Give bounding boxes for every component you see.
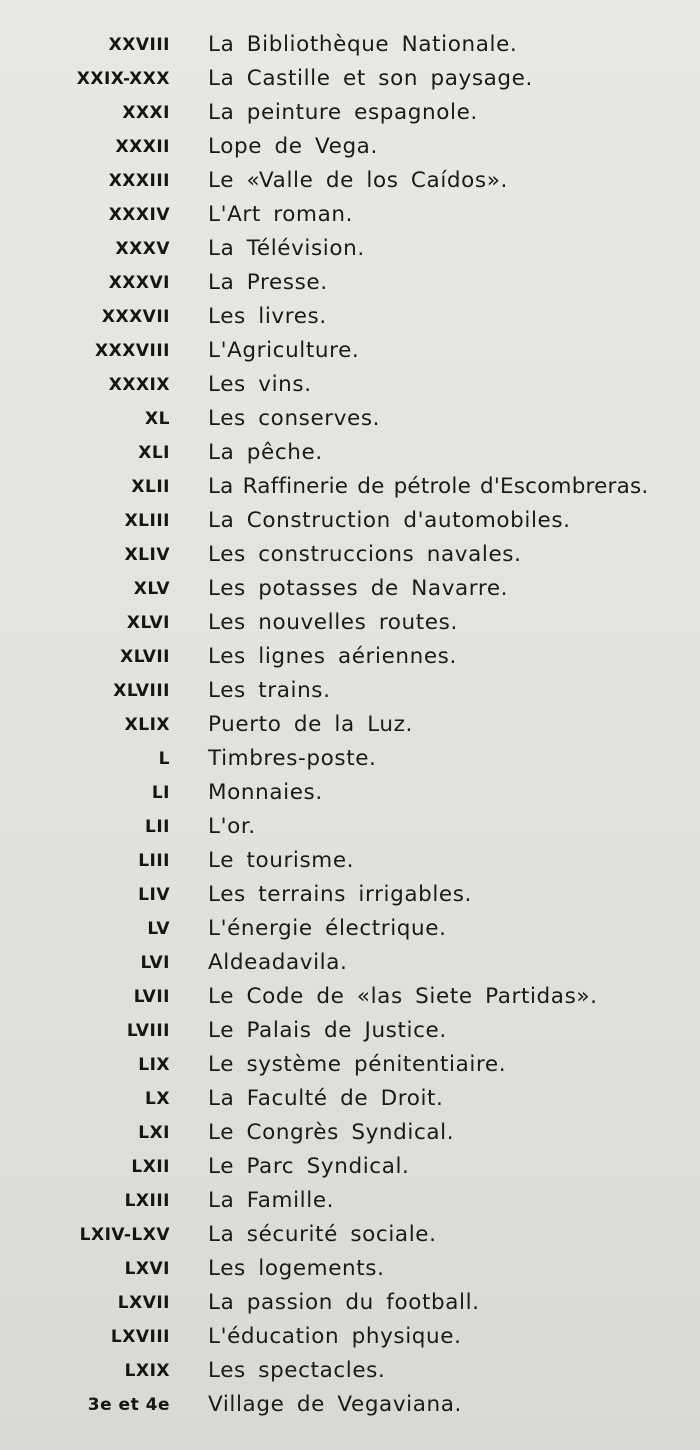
entry-number: XXXVII: [101, 307, 170, 327]
entry-title: Les logements.: [208, 1256, 385, 1281]
entry-title: L'or.: [208, 814, 256, 839]
entry-number: LXI: [138, 1123, 170, 1143]
list-item: [0, 708, 700, 742]
entry-title: La sécurité sociale.: [208, 1222, 437, 1247]
entry-title: Village de Vegaviana.: [208, 1392, 462, 1417]
list-item: [0, 1320, 700, 1354]
list-item: [0, 538, 700, 572]
entry-number: XLIV: [124, 545, 170, 565]
entry-number: XXXV: [115, 239, 170, 259]
list-item: [0, 164, 700, 198]
list-item: [0, 776, 700, 810]
list-item: [0, 1252, 700, 1286]
entry-title: Les livres.: [208, 304, 327, 329]
list-item: [0, 1286, 700, 1320]
entry-number: LXVIII: [110, 1327, 170, 1347]
entry-number: XLV: [133, 579, 170, 599]
entry-title: L'Art roman.: [208, 202, 354, 227]
list-item: [0, 436, 700, 470]
entry-number: XLIX: [124, 715, 170, 735]
entry-title: La Télévision.: [208, 236, 365, 261]
list-item: [0, 1150, 700, 1184]
entry-title: Les conserves.: [208, 406, 381, 431]
list-item: [0, 1082, 700, 1116]
entry-title: L'énergie électrique.: [208, 916, 447, 941]
list-item: [0, 1048, 700, 1082]
entry-title: La Presse.: [208, 270, 328, 295]
entry-title: Le «Valle de los Caídos».: [208, 168, 508, 193]
entry-number: XLVII: [120, 647, 170, 667]
list-item: [0, 1218, 700, 1252]
entry-number: LXIV-LXV: [79, 1225, 170, 1245]
entry-number: XLVI: [126, 613, 170, 633]
entry-title: La Bibliothèque Nationale.: [208, 32, 518, 57]
entry-number: LI: [151, 783, 170, 803]
entry-title: La Raffinerie de pétrole d'Escombreras.: [208, 474, 649, 499]
entry-title: Lope de Vega.: [208, 134, 378, 159]
entry-number: XXXIII: [108, 171, 170, 191]
entry-title: L'Agriculture.: [208, 338, 360, 363]
entry-title: La peinture espagnole.: [208, 100, 478, 125]
list-item: [0, 96, 700, 130]
entry-title: Les terrains irrigables.: [208, 882, 472, 907]
entry-title: Le Palais de Justice.: [208, 1018, 447, 1043]
list-item: [0, 912, 700, 946]
entry-title: Monnaies.: [208, 780, 323, 805]
table-of-contents: [0, 28, 700, 1438]
entry-title: Aldeadavila.: [208, 950, 348, 975]
entry-title: Le tourisme.: [208, 848, 355, 873]
entry-number: LXVII: [117, 1293, 170, 1313]
list-item: [0, 402, 700, 436]
entry-number: XXXVIII: [95, 341, 170, 361]
entry-number: LX: [145, 1089, 170, 1109]
entry-number: XXVIII: [108, 35, 170, 55]
entry-title: Le Parc Syndical.: [208, 1154, 410, 1179]
entry-title: Les vins.: [208, 372, 312, 397]
list-item: [0, 266, 700, 300]
entry-number: LII: [145, 817, 170, 837]
entry-number: LVII: [133, 987, 170, 1007]
list-item: [0, 742, 700, 776]
entry-number: XLI: [138, 443, 170, 463]
list-item: [0, 232, 700, 266]
entry-number: LVIII: [126, 1021, 170, 1041]
entry-title: Les spectacles.: [208, 1358, 386, 1383]
entry-number: XLII: [131, 477, 170, 497]
list-item: [0, 878, 700, 912]
entry-title: La Famille.: [208, 1188, 335, 1213]
entry-number: LIX: [138, 1055, 170, 1075]
entry-number: XXIX-XXX: [76, 69, 170, 89]
entry-title: Les trains.: [208, 678, 331, 703]
entry-number: LVI: [140, 953, 170, 973]
list-item: [0, 504, 700, 538]
entry-number: XXXI: [122, 103, 170, 123]
entry-number: LV: [147, 919, 170, 939]
entry-title: La Construction d'automobiles.: [208, 508, 571, 533]
entry-number: 3e et 4e: [87, 1395, 170, 1415]
list-item: [0, 674, 700, 708]
entry-number: L: [158, 749, 170, 769]
list-item: [0, 130, 700, 164]
entry-title: La pêche.: [208, 440, 323, 465]
entry-number: LXIII: [124, 1191, 170, 1211]
entry-number: XXXIX: [108, 375, 170, 395]
list-item: [0, 1354, 700, 1388]
list-item: [0, 62, 700, 96]
entry-title: Les lignes aériennes.: [208, 644, 457, 669]
list-item: [0, 470, 700, 504]
entry-title: Le système pénitentiaire.: [208, 1052, 507, 1077]
entry-number: LIII: [138, 851, 170, 871]
list-item: [0, 334, 700, 368]
list-item: [0, 1388, 700, 1422]
list-item: [0, 1014, 700, 1048]
entry-number: XLVIII: [113, 681, 170, 701]
list-item: [0, 28, 700, 62]
list-item: [0, 810, 700, 844]
list-item: [0, 300, 700, 334]
entry-title: Le Congrès Syndical.: [208, 1120, 455, 1145]
list-item: [0, 368, 700, 402]
entry-number: LXIX: [124, 1361, 170, 1381]
list-item: [0, 980, 700, 1014]
entry-title: L'éducation physique.: [208, 1324, 462, 1349]
entry-title: Les potasses de Navarre.: [208, 576, 509, 601]
entry-title: La Castille et son paysage.: [208, 66, 533, 91]
list-item: [0, 640, 700, 674]
entry-title: La passion du football.: [208, 1290, 480, 1315]
list-item: [0, 606, 700, 640]
entry-number: LXII: [131, 1157, 170, 1177]
list-item: [0, 844, 700, 878]
entry-number: LXVI: [124, 1259, 170, 1279]
entry-number: XL: [145, 409, 170, 429]
list-item: [0, 946, 700, 980]
entry-title: Les nouvelles routes.: [208, 610, 458, 635]
list-item: [0, 572, 700, 606]
list-item: [0, 1116, 700, 1150]
list-item: [0, 198, 700, 232]
entry-number: XXXIV: [108, 205, 170, 225]
entry-title: Le Code de «las Siete Partidas».: [208, 984, 598, 1009]
entry-title: La Faculté de Droit.: [208, 1086, 444, 1111]
entry-number: LIV: [138, 885, 170, 905]
entry-number: XLIII: [124, 511, 170, 531]
entry-title: Timbres-poste.: [208, 746, 377, 771]
entry-number: XXXII: [115, 137, 170, 157]
entry-title: Puerto de la Luz.: [208, 712, 413, 737]
entry-title: Les construccions navales.: [208, 542, 522, 567]
entry-number: XXXVI: [108, 273, 170, 293]
list-item: [0, 1184, 700, 1218]
